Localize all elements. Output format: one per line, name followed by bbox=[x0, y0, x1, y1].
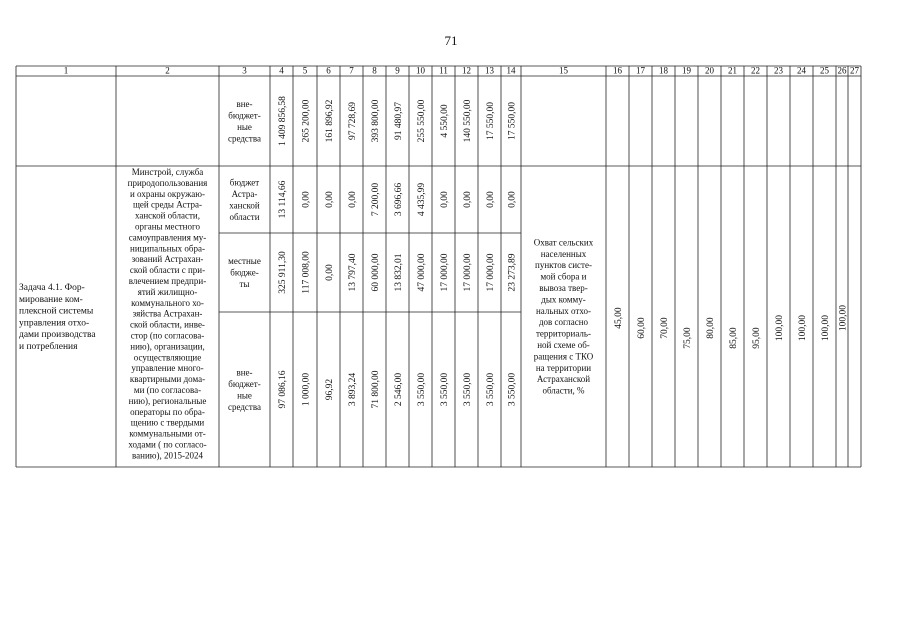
column-number: 26 bbox=[837, 65, 847, 76]
executor-line: и охраны окружаю- bbox=[129, 188, 206, 199]
indicator-line: дых комму- bbox=[541, 294, 586, 305]
budget-value: 3 696,66 bbox=[394, 182, 404, 217]
budget-value: 97 086,16 bbox=[278, 370, 288, 409]
budget-value: 140 550,00 bbox=[463, 99, 473, 143]
indicator-line: пунктов систе- bbox=[535, 260, 592, 271]
column-number: 13 bbox=[485, 65, 494, 76]
budget-value: 3 550,00 bbox=[463, 372, 473, 407]
funding-source-label: ные bbox=[237, 390, 252, 401]
budget-value: 3 893,24 bbox=[348, 372, 358, 407]
indicator-line: области, % bbox=[542, 385, 585, 396]
funding-source-label: ты bbox=[239, 279, 250, 289]
executor-line: осуществляющие bbox=[133, 352, 202, 363]
column-number: 17 bbox=[636, 65, 645, 76]
executor-line: нию), региональные bbox=[128, 395, 207, 406]
executor-line: ятий жилищно- bbox=[137, 286, 198, 297]
column-number: 23 bbox=[774, 65, 783, 76]
executor-line: нию), организации, bbox=[130, 341, 205, 352]
budget-value: 0,00 bbox=[301, 191, 312, 208]
funding-source-label: Астра- bbox=[231, 188, 258, 199]
executor-line: ходами ( по согласо- bbox=[128, 439, 207, 450]
column-number: 4 bbox=[279, 65, 284, 76]
budget-value: 17 550,00 bbox=[507, 102, 518, 140]
funding-source-label: ные bbox=[237, 121, 252, 132]
funding-source-label: бюджет- bbox=[228, 110, 261, 121]
column-number: 9 bbox=[395, 65, 400, 76]
budget-value: 1 409 856,58 bbox=[278, 96, 288, 146]
budget-value: 7 200,00 bbox=[371, 182, 381, 217]
indicator-line: мой сбора и bbox=[540, 271, 587, 282]
funding-source-label: ханской bbox=[229, 200, 260, 211]
column-number: 8 bbox=[372, 65, 377, 76]
indicator-line: Астраханской bbox=[536, 374, 591, 385]
budget-value: 161 896,92 bbox=[325, 99, 335, 143]
indicator-value: 75,00 bbox=[683, 327, 693, 349]
indicator-line: ращения с ТКО bbox=[533, 351, 594, 362]
budget-value: 13 832,01 bbox=[394, 253, 404, 292]
column-number: 20 bbox=[705, 65, 714, 76]
executor-line: операторы по обра- bbox=[130, 406, 205, 417]
column-number: 21 bbox=[728, 65, 737, 76]
executor-line: щей среды Астра- bbox=[132, 199, 203, 210]
executor-line: ской области с при- bbox=[129, 265, 206, 276]
indicator-value: 100,00 bbox=[838, 304, 849, 332]
funding-source-label: вне- bbox=[236, 98, 253, 109]
task-title: дами производства bbox=[19, 330, 96, 341]
indicator-value: 45,00 bbox=[614, 307, 624, 329]
executor-line: самоуправления му- bbox=[128, 232, 207, 243]
column-number: 3 bbox=[242, 65, 247, 76]
funding-source-label: области bbox=[229, 211, 260, 222]
executor-line: зяйства Астрахан- bbox=[132, 308, 203, 319]
indicator-line: на территории bbox=[535, 362, 592, 373]
column-number: 14 bbox=[506, 65, 516, 76]
indicator-value: 85,00 bbox=[729, 327, 739, 349]
funding-source-label: вне- bbox=[236, 367, 253, 378]
executor-line: коммунального хо- bbox=[131, 297, 204, 308]
executor-line: ми (по согласова- bbox=[133, 385, 202, 395]
executor-line: ниципальных обра- bbox=[130, 243, 205, 254]
executor-line: коммунальными от- bbox=[129, 428, 206, 439]
indicator-line: вывоза твер- bbox=[539, 283, 588, 293]
funding-source-label: средства bbox=[227, 133, 262, 144]
budget-value: 0,00 bbox=[463, 191, 473, 208]
budget-value: 47 000,00 bbox=[417, 253, 427, 292]
column-number: 16 bbox=[613, 65, 622, 76]
budget-value: 0,00 bbox=[348, 191, 358, 208]
budget-value: 3 550,00 bbox=[440, 372, 450, 407]
task-title: и потребления bbox=[19, 342, 78, 352]
column-number: 10 bbox=[416, 65, 425, 76]
budget-value: 23 273,89 bbox=[507, 253, 518, 292]
funding-source-label: бюдже- bbox=[230, 267, 259, 278]
budget-value: 13 114,66 bbox=[278, 180, 288, 219]
budget-value: 17 000,00 bbox=[463, 253, 473, 292]
budget-value: 96,92 bbox=[325, 378, 335, 401]
column-number: 2 bbox=[165, 65, 170, 76]
indicator-value: 100,00 bbox=[775, 314, 785, 342]
budget-value: 17 550,00 bbox=[486, 102, 496, 140]
budget-value: 325 911,30 bbox=[278, 251, 288, 294]
column-number: 5 bbox=[302, 65, 308, 76]
task-title: плексной системы bbox=[19, 306, 94, 317]
executor-line: ханской области, bbox=[134, 210, 201, 221]
executor-line: ской области, инве- bbox=[130, 319, 205, 330]
indicator-line: Охват сельских bbox=[533, 237, 594, 248]
budget-value: 0,00 bbox=[440, 191, 450, 208]
task-title: мирование ком- bbox=[19, 294, 83, 305]
indicator-line: ной схеме об- bbox=[537, 340, 590, 350]
budget-value: 17 000,00 bbox=[440, 253, 450, 292]
budget-value: 3 550,00 bbox=[507, 372, 518, 407]
executor-line: органы местного bbox=[135, 221, 200, 232]
column-number: 25 bbox=[820, 65, 829, 76]
indicator-value: 95,00 bbox=[752, 327, 762, 349]
executor-line: стор (по согласова- bbox=[130, 330, 205, 341]
column-number: 11 bbox=[439, 65, 448, 76]
indicator-value: 60,00 bbox=[637, 317, 647, 339]
budget-value: 2 546,00 bbox=[394, 372, 404, 407]
column-number: 19 bbox=[682, 65, 691, 76]
budget-value: 117 008,00 bbox=[301, 251, 312, 294]
task-title: управления отхо- bbox=[19, 318, 90, 329]
budget-value: 17 000,00 bbox=[486, 253, 496, 292]
budget-value: 4 435,99 bbox=[417, 182, 427, 217]
budget-value: 0,00 bbox=[325, 191, 335, 208]
executor-line: щению с твердыми bbox=[130, 417, 205, 428]
indicator-value: 70,00 bbox=[660, 317, 670, 339]
column-number: 27 bbox=[850, 65, 859, 76]
executor-line: управление много- bbox=[131, 363, 204, 374]
column-number: 1 bbox=[63, 65, 69, 76]
indicator-line: нальных отхо- bbox=[535, 305, 592, 316]
budget-value: 1 000,00 bbox=[301, 372, 312, 407]
indicator-line: территориаль- bbox=[535, 328, 592, 339]
task-title: Задача 4.1. Фор- bbox=[19, 283, 85, 293]
budget-value: 0,00 bbox=[325, 264, 335, 281]
indicator-value: 100,00 bbox=[798, 314, 808, 342]
budget-value: 4 550,00 bbox=[440, 104, 450, 138]
budget-value: 3 550,00 bbox=[417, 372, 427, 407]
budget-value: 91 480,97 bbox=[394, 102, 404, 140]
executor-line: природопользования bbox=[127, 177, 208, 188]
executor-line: влечением предпри- bbox=[128, 276, 207, 286]
executor-line: ванию), 2015-2024 bbox=[132, 450, 203, 461]
budget-value: 255 550,00 bbox=[417, 99, 427, 143]
budget-value: 13 797,40 bbox=[348, 253, 358, 292]
column-number: 22 bbox=[751, 65, 760, 76]
budget-value: 393 800,00 bbox=[371, 99, 381, 143]
executor-line: квартирными дома- bbox=[129, 374, 206, 385]
budget-value: 60 000,00 bbox=[371, 253, 381, 292]
column-number: 6 bbox=[326, 65, 331, 76]
budget-value: 97 728,69 bbox=[348, 102, 358, 140]
column-number: 18 bbox=[659, 65, 668, 76]
column-number: 15 bbox=[559, 65, 568, 76]
budget-value: 265 200,00 bbox=[301, 99, 312, 143]
budget-value: 3 550,00 bbox=[486, 372, 496, 407]
executor-line: Минстрой, служба bbox=[131, 167, 204, 177]
funding-source-label: бюджет bbox=[229, 177, 260, 188]
indicator-value: 100,00 bbox=[821, 314, 831, 342]
budget-value: 0,00 bbox=[507, 191, 518, 208]
funding-source-label: средства bbox=[227, 401, 262, 412]
funding-source-label: местные bbox=[228, 256, 261, 266]
column-number: 24 bbox=[797, 65, 806, 76]
funding-source-label: бюджет- bbox=[228, 378, 261, 389]
column-number: 12 bbox=[462, 65, 471, 76]
budget-value: 71 800,00 bbox=[371, 370, 381, 409]
indicator-value: 80,00 bbox=[706, 317, 716, 339]
budget-value: 0,00 bbox=[486, 191, 496, 208]
column-number: 7 bbox=[349, 65, 354, 76]
indicator-line: населенных bbox=[540, 248, 587, 259]
executor-line: зований Астрахан- bbox=[131, 254, 204, 265]
page-number: 71 bbox=[444, 33, 458, 48]
indicator-line: дов согласно bbox=[538, 317, 589, 328]
